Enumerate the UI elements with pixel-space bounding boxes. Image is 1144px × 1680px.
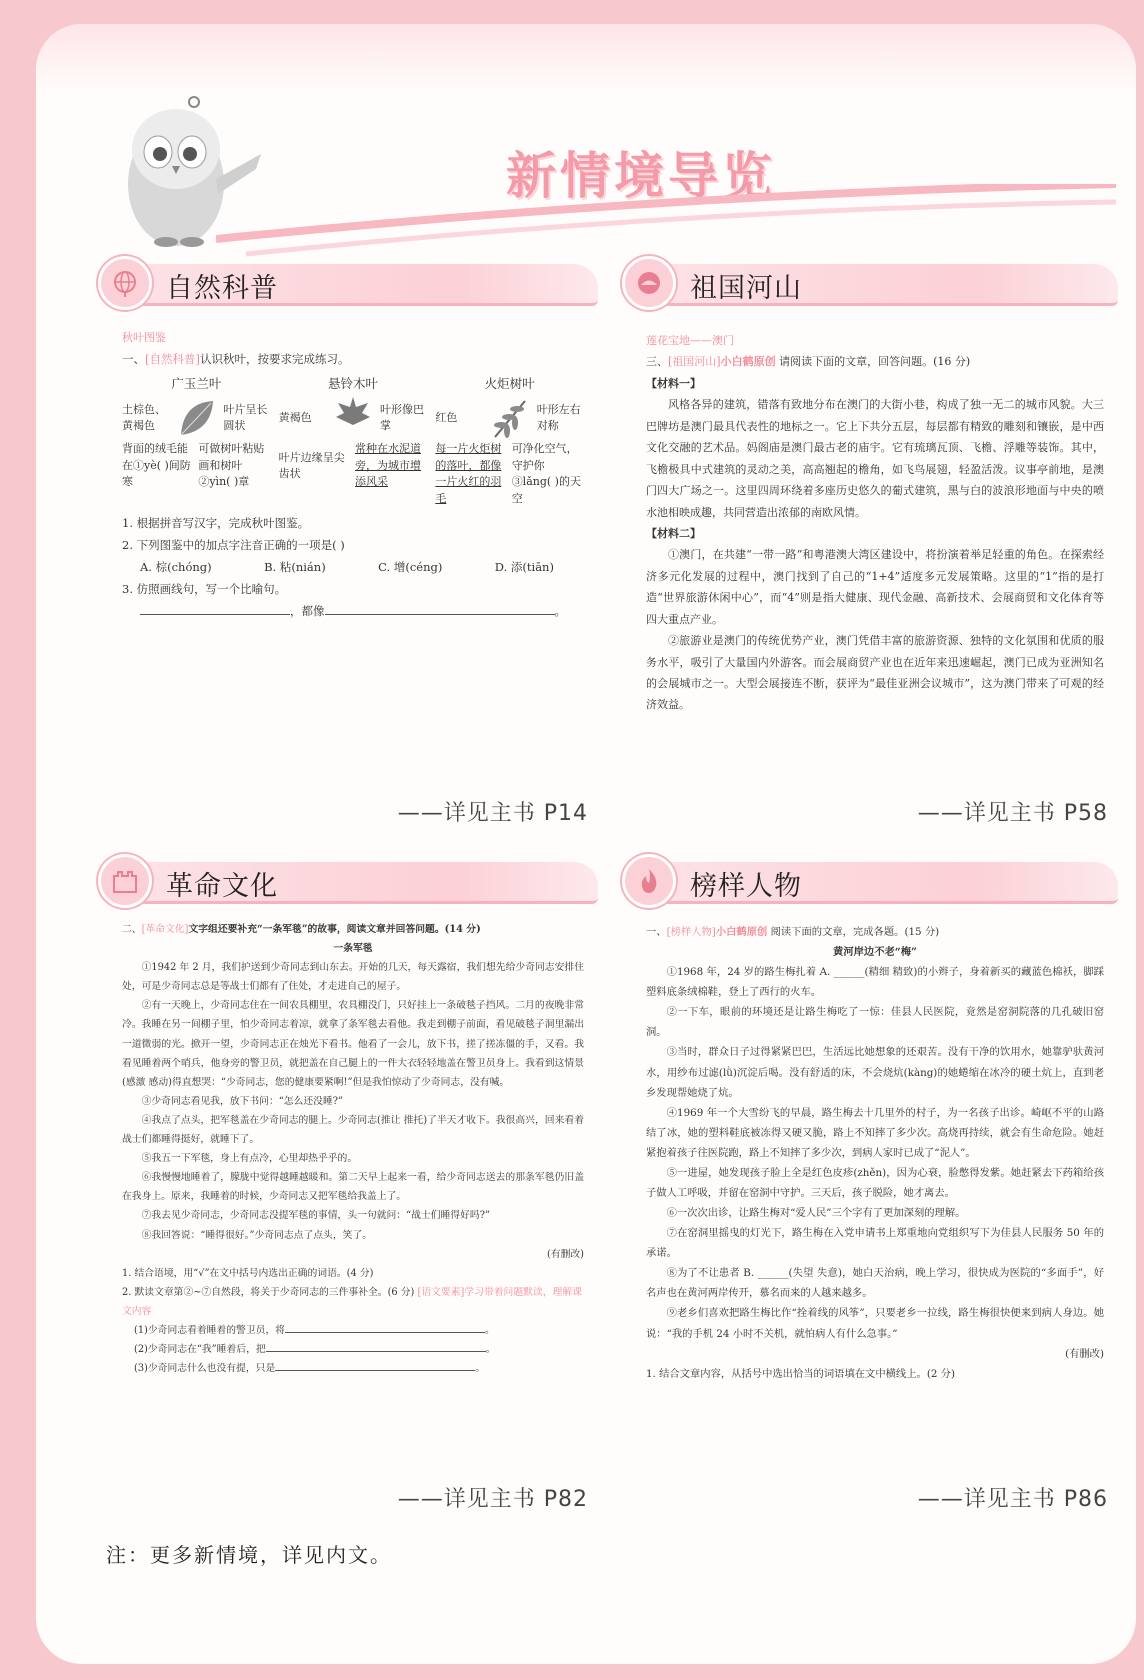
revolution-q1: 1. 结合语境，用“√”在文中括号内选出正确的词语。(4 分): [122, 1267, 374, 1279]
role-para-1: ①1968 年，24 岁的路生梅扎着 A. ______(精细 精致)的小辫子，身着新买的藏蓝色棉袄，脚踩塑料底条绒棉鞋，登上了西行的火车。: [646, 966, 1104, 999]
revolution-question-head: 二、[革命文化]文字组还要补充“一条军毯”的故事，阅读文章并回答问题。(14 分): [122, 924, 481, 935]
nature-q2-options: [122, 557, 584, 579]
role-para-5: ⑤一进屋，她发现孩子脸上全是红色皮疹(zhěn)，因为心衰，脸憋得发紫。她赶紧去下药箱给孩子做人工呼吸，并留在窑洞中守护。三天后，孩子脱险，她才离去。: [646, 1166, 1104, 1200]
homeland-title: 祖国河山: [690, 273, 802, 304]
revolution-section: [98, 854, 598, 1512]
role-q1: 1. 结合文章内容，从括号中选出恰当的词语填在文中横线上。(2 分): [646, 1367, 955, 1380]
role-source: (有删改): [1065, 1347, 1104, 1360]
role-model-header: [622, 854, 1118, 908]
role-para-3: ③当时，群众日子过得紧紧巴巴，生活远比她想象的还艰苦。没有干净的饮用水，她靠驴驮黄河水，用纱布过滤(lǜ)沉淀后喝。没有舒适的床，不会烧炕(kàng)的她蜷缩在冰冷的硬土炕上，直到老乡发现帮她烧了炕。: [646, 1046, 1104, 1099]
homeland-question-head: 三、[祖国河山]小白鹤原创 请阅读下面的文章，回答问题。(16 分): [646, 355, 971, 369]
nature-subtitle: 秋叶图鉴: [122, 331, 166, 344]
nature-q2: 2. 下列图鉴中的加点字注音正确的一项是( ): [122, 538, 345, 553]
revolution-q2: 2. 默读文章第②~⑦自然段，将关于少奇同志的三件事补全。(6 分) [语文要素]学习带着问题默读，理解课文内容: [122, 1286, 582, 1317]
revolution-ref: ——详见主书 P82: [397, 1487, 588, 1512]
revolution-para-5: ⑤我五一下军毯，身上有点冷，心里却热乎乎的。: [141, 1153, 358, 1165]
lotus-icon: [622, 256, 676, 310]
nature-ref: ——详见主书 P14: [397, 801, 588, 826]
role-para-6: ⑥一次次出诊，让路生梅对“爱人民”三个字有了更加深刻的理解。: [666, 1207, 966, 1220]
revolution-para-3: ③少奇同志看见我，放下书问：“怎么还没睡?”: [141, 1095, 344, 1107]
role-story-title: 黄河岸边不老“梅”: [833, 946, 917, 959]
great-wall-icon: [98, 854, 152, 908]
revolution-para-8: ⑧我回答说：“睡得很好。”少奇同志点了点头，笑了。: [141, 1229, 373, 1241]
revolution-para-7: ⑦我去见少奇同志，少奇同志没提军毯的事情，头一句就问：“战士们睡得好吗?”: [141, 1210, 490, 1222]
revolution-source: (有删改): [546, 1248, 584, 1260]
homeland-header: [622, 256, 1118, 310]
role-para-8: ⑧为了不让患者 B. ______(失望 失意)，她白天治病，晚上学习，很快成为医院的“多面手”，好名声也在黄河两岸传开，慕名而来的人越来越多。: [646, 1267, 1104, 1300]
material-1-text: 风格各异的建筑，错落有致地分布在澳门的大街小巷，构成了独一无二的城市风貌。大三巴牌坊是澳门最具代表性的地标之一。它上下共分五层，每层都有精致的雕刻和镶嵌，是中西文化交融的艺术品。妈阁庙是澳门最古老的庙宇。它有琉璃瓦顶、飞檐、浮雕等装饰。其中，飞檐极具中式建筑的灵动之美，高高翘起的檐角，如飞鸟展翅，轻盈活泼。议事亭前地，是澳门四大广场之一。这里四周环绕着多座历史悠久的葡式建筑，黑与白的波浪形地面与中央的喷水池相映成趣，共同营造出浓郁的南欧风情。: [646, 398, 1104, 519]
leaf-chart: [122, 375, 584, 508]
option-d: D. 添(tiān): [494, 560, 554, 575]
sumac-leaf-icon: [487, 395, 533, 441]
flame-icon: [622, 854, 676, 908]
page-sheet: [36, 24, 1136, 1664]
role-para-9: ⑨老乡们喜欢把路生梅比作“拴着线的风筝”，只要老乡一拉线，路生梅很快便来到病人身边。她说：“我的手机 24 小时不关机，就怕病人有什么急事。”: [646, 1307, 1104, 1340]
revolution-q2-item-1: (1)少奇同志看着睡着的警卫员，将 。: [134, 1324, 495, 1336]
page-title: 新情境导览: [506, 147, 776, 205]
nature-section: [98, 256, 598, 826]
role-question-head: 一、[榜样人物]小白鹤原创 阅读下面的文章，完成各题。(15 分): [646, 926, 940, 938]
footer-note: 注：更多新情境，详见内文。: [106, 1543, 392, 1567]
leaf-card-sycamore: 悬铃木叶 黄褐色 叶形像巴掌 叶片边缘呈尖齿状 常种在水泥道旁，为城市增添风采: [278, 375, 425, 489]
revolution-para-2: ②有一天晚上，少奇同志住在一间农具棚里，农具棚没门，只好挂上一条破毯子挡风。二月的夜晚非常冷。我睡在另一间棚子里，怕少奇同志着凉，就拿了条军毯去看他。我走到棚子前面，看见破毯子洞里漏出一道微弱的光。掀开一望，少奇同志正在烛光下看书。他看了一会儿，放下书，搓了搓冻僵的手，又看。我看见睡着两个哨兵，他身旁的警卫员，就把盖在自己腿上的一件大衣轻轻地盖在警卫员身上。我看到这情景(感激 感动)得直想哭：“少奇同志，您的健康要紧啊!”但是我怕惊动了少奇同志，没有喊。: [122, 1000, 584, 1088]
homeland-ref: ——详见主书 P58: [917, 801, 1108, 826]
revolution-q2-item-2: (2)少奇同志在“我”睡着后，把 。: [134, 1344, 496, 1356]
role-model-ref: ——详见主书 P86: [917, 1487, 1108, 1512]
material-2-para-1: ①澳门，在共建“一带一路”和粤港澳大湾区建设中，将扮演着举足轻重的角色。在探索经济多元化发展的过程中，澳门找到了自己的“1+4”适度多元发展策略。这里的“1”指的是打造“世界旅游休闲中心”，而“4”则是指大健康、现代金融、高新技术、会展商贸和文化体育等四大重点产业。: [646, 548, 1104, 626]
magnolia-leaf-icon: [173, 395, 219, 441]
nature-q3: 3. 仿照画线句，写一个比喻句。: [122, 582, 287, 597]
role-para-7: ⑦在窑洞里摇曳的灯光下，路生梅在入党申请书上郑重地向党组织写下为佳县人民服务 50 年的承诺。: [646, 1227, 1104, 1260]
revolution-q2-item-3: (3)少奇同志什么也没有提，只是 。: [134, 1363, 486, 1375]
role-model-title: 榜样人物: [690, 871, 802, 902]
role-para-4: ④1969 年一个大雪纷飞的早晨，路生梅去十几里外的村子，为一名孩子出诊。崎岖不平的山路结了冰，她的塑料鞋底被冻得又硬又脆，路上不知摔了多少次。高烧再持续，就会有生命危险。她赶紧抱着孩子往医院跑，路上不知摔了多少次，到病人家时已成了“泥人”。: [646, 1106, 1104, 1159]
nature-q3-blank: ，都像 。: [122, 601, 584, 623]
homeland-section: [622, 256, 1118, 826]
revolution-header: [98, 854, 598, 908]
revolution-title: 革命文化: [166, 871, 278, 902]
homeland-subtitle: 莲花宝地——澳门: [646, 334, 734, 347]
material-2-para-2: ②旅游业是澳门的传统优势产业，澳门凭借丰富的旅游资源、独特的文化氛围和优质的服务水平，吸引了大量国内外游客。而会展商贸产业也在近年来迅速崛起，澳门已成为亚洲知名的会展城市之一。大型会展接连不断，获评为“最佳亚洲会议城市”，这为澳门带来了可观的经济效益。: [646, 634, 1104, 712]
nature-title: 自然科普: [166, 273, 278, 304]
option-c: C. 增(céng): [378, 560, 443, 575]
role-para-2: ②一下车，眼前的环境还是让路生梅吃了一惊：佳县人民医院，竟然是窑洞院落的几孔破旧窑洞。: [646, 1006, 1104, 1039]
revolution-para-4: ④我点了点头，把军毯盖在少奇同志的腿上。少奇同志(推让 推托)了半天才收下。我很高兴，回来看着战士们都睡得挺好，就睡下了。: [122, 1114, 584, 1146]
role-model-section: [622, 854, 1118, 1512]
material-1-label: 【材料一】: [646, 376, 701, 390]
leaf-card-sumac: 火炬树叶 红色 叶形左右对称 每一片火炬树的落叶，都像一片火红的羽毛 可净化空气，守护你③lǎng( )的天空: [435, 375, 581, 505]
title-swoosh-decoration: [216, 184, 1116, 264]
nature-q1: 1. 根据拼音写汉字，完成秋叶图鉴。: [122, 516, 310, 531]
sycamore-leaf-icon: [330, 395, 376, 441]
revolution-para-6: ⑥我慢慢地睡着了，朦胧中觉得越睡越暖和。第二天早上起来一看，给少奇同志送去的那条军毯仍旧盖在我身上。原来，我睡着的时候，少奇同志又把军毯给我盖上了。: [122, 1172, 584, 1203]
material-2-label: 【材料二】: [646, 526, 701, 540]
leaf-card-magnolia: 广玉兰叶 土棕色、黄褐色 叶片呈长圆状 背面的绒毛能在①yè( )间防寒 可做树叶粘贴画和树叶②yìn( )章: [122, 375, 268, 489]
option-b: B. 粘(nián): [264, 560, 326, 575]
option-a: A. 棕(chóng): [140, 560, 212, 575]
revolution-para-1: ①1942 年 2 月，我们护送到少奇同志到山东去。开始的几天，每天露宿，我们想先给少奇同志安排住处，可是少奇同志总是等战士们都有了住处，才走进自己的屋子。: [122, 962, 584, 993]
globe-icon: [98, 256, 152, 310]
revolution-story-title: 一条军毯: [333, 943, 373, 955]
nature-question-head: 一、[自然科普]认识秋叶，按要求完成练习。: [122, 351, 350, 366]
nature-header: [98, 256, 598, 310]
